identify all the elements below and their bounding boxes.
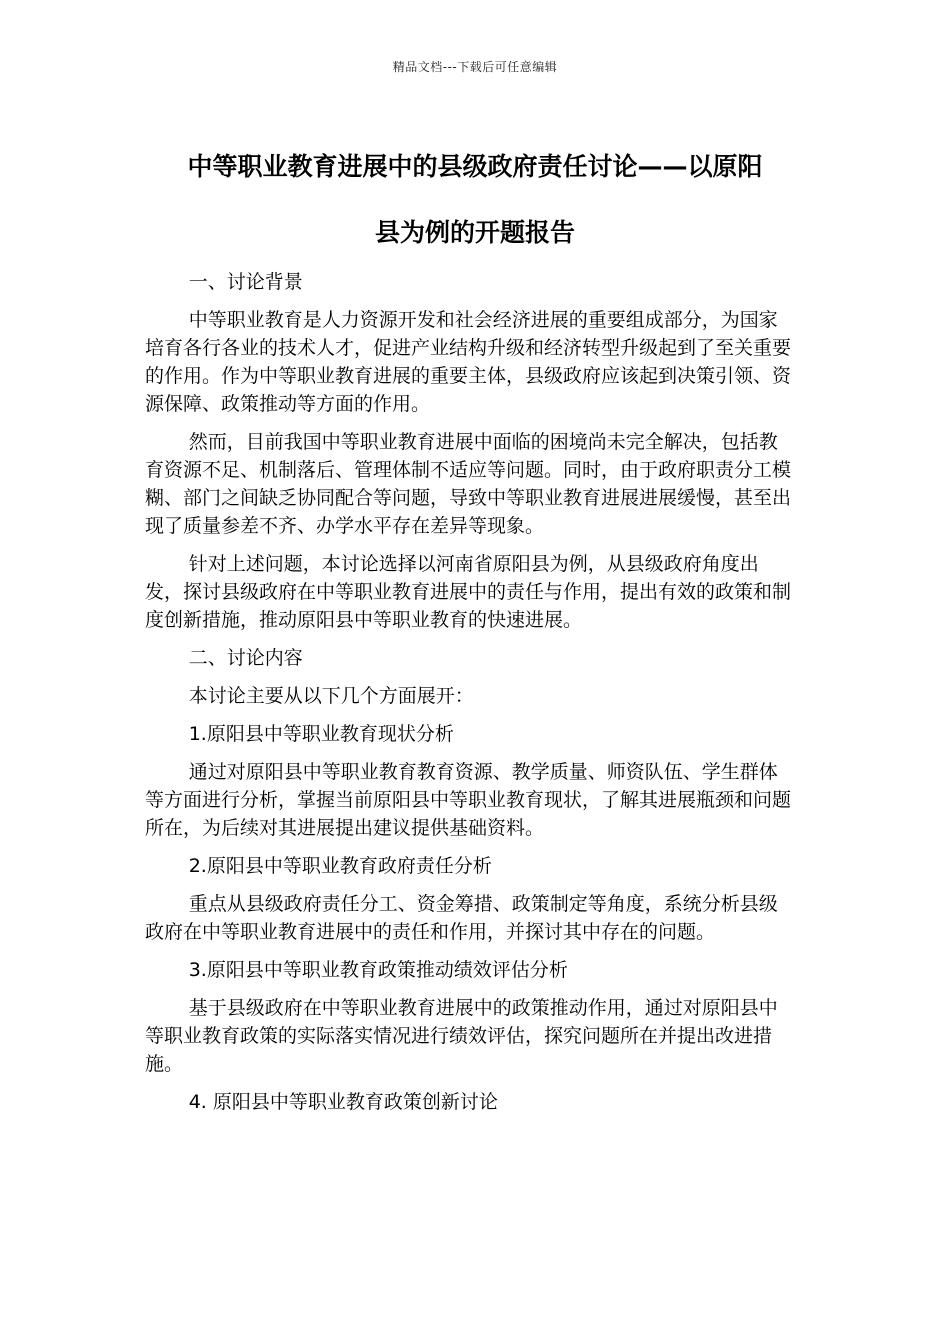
paragraph: 重点从县级政府责任分工、资金筹措、政策制定等角度，系统分析县级政府在中等职业教育进展中的责任和作用，并探讨其中存在的问题。 xyxy=(145,893,778,943)
section-heading-background: 一、讨论背景 xyxy=(188,271,303,293)
paragraph: 然而，目前我国中等职业教育进展中面临的困境尚未完全解决，包括教育资源不足、机制落后、管理体制不适应等问题。同时，由于政府职责分工模糊、部门之间缺乏协同配合等问题，导致中等职业教育进展进展缓慢，甚至出现了质量参差不齐、办学水平存在差异等现象。 xyxy=(145,431,792,537)
document-title-line-1: 中等职业教育进展中的县级政府责任讨论——以原阳 xyxy=(187,152,763,181)
subsection-heading-4: 4. 原阳县中等职业教育政策创新讨论 xyxy=(188,1091,498,1113)
paragraph: 本讨论主要从以下几个方面展开： xyxy=(188,685,474,707)
subsection-heading-3: 3.原阳县中等职业教育政策推动绩效评估分析 xyxy=(188,959,568,981)
paragraph: 通过对原阳县中等职业教育教育资源、教学质量、师资队伍、学生群体等方面进行分析，掌握当前原阳县中等职业教育现状，了解其进展瓶颈和问题所在，为后续对其进展提出建议提供基础资料。 xyxy=(145,761,792,839)
subsection-heading-1: 1.原阳县中等职业教育现状分析 xyxy=(188,723,454,745)
page-header-note: 精品文档---下载后可任意编辑 xyxy=(392,60,558,74)
subsection-heading-2: 2.原阳县中等职业教育政府责任分析 xyxy=(188,855,492,877)
paragraph: 中等职业教育是人力资源开发和社会经济进展的重要组成部分，为国家培育各行各业的技术人才，促进产业结构升级和经济转型升级起到了至关重要的作用。作为中等职业教育进展的重要主体，县级政府应该起到决策引领、资源保障、政策推动等方面的作用。 xyxy=(145,309,792,415)
document-body xyxy=(145,268,795,1126)
section-heading-content: 二、讨论内容 xyxy=(188,647,303,669)
paragraph: 基于县级政府在中等职业教育进展中的政策推动作用，通过对原阳县中等职业教育政策的实际落实情况进行绩效评估，探究问题所在并提出改进措施。 xyxy=(145,997,778,1075)
document-title-line-2: 县为例的开题报告 xyxy=(374,218,575,247)
document-title xyxy=(130,134,820,266)
paragraph: 针对上述问题，本讨论选择以河南省原阳县为例，从县级政府角度出发，探讨县级政府在中等职业教育进展中的责任与作用，提出有效的政策和制度创新措施，推动原阳县中等职业教育的快速进展。 xyxy=(145,553,792,631)
